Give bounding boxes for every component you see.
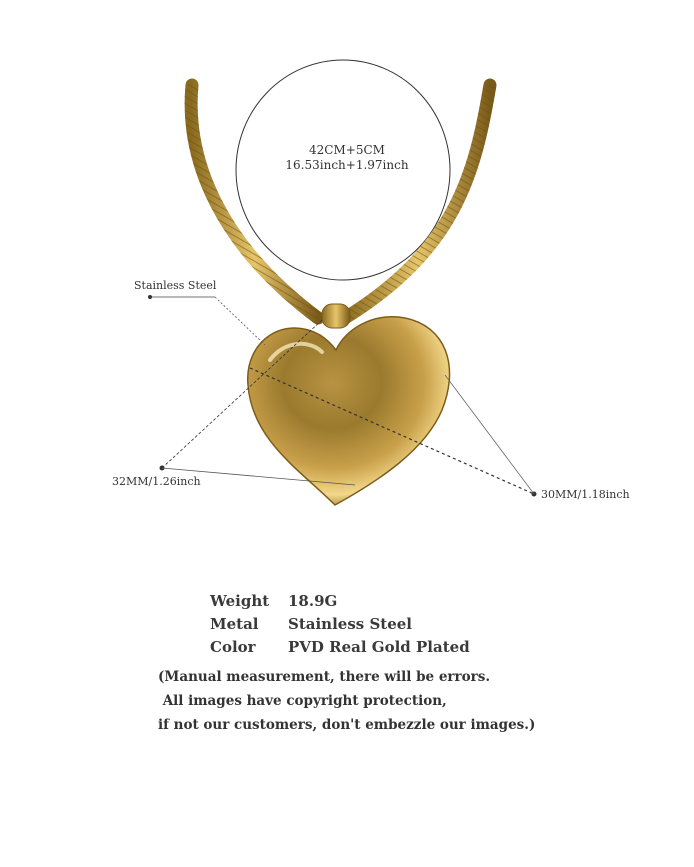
width-leader-side — [445, 375, 534, 494]
spec-value: PVD Real Gold Plated — [288, 638, 470, 656]
spec-key: Weight — [210, 592, 270, 610]
spec-row-color — [210, 636, 470, 659]
pendant-bail — [322, 304, 350, 328]
heart-pendant — [248, 317, 450, 505]
note-line: (Manual measurement, there will be errors. — [158, 669, 491, 685]
spec-table — [210, 590, 470, 659]
chain-right-texture — [345, 85, 490, 318]
material-leader — [215, 297, 265, 345]
spec-key: Metal — [210, 615, 259, 633]
length-label — [285, 143, 408, 173]
height-callout: 32MM/1.26inch — [112, 475, 201, 488]
note-line: if not our customers, don't embezzle our images.) — [158, 717, 536, 733]
width-callout: 30MM/1.18inch — [541, 488, 630, 501]
material-callout: Stainless Steel — [134, 279, 217, 292]
note-line: All images have copyright protection, — [158, 693, 447, 709]
spec-value: 18.9G — [288, 592, 338, 610]
chain-right — [345, 85, 490, 318]
spec-row-metal — [210, 613, 470, 636]
disclaimer-note — [158, 665, 535, 737]
length-cm: 42CM+5CM — [309, 143, 385, 157]
spec-value: Stainless Steel — [288, 615, 412, 633]
material-dot — [148, 295, 152, 299]
spec-row-weight — [210, 590, 470, 613]
length-inch: 16.53inch+1.97inch — [285, 158, 409, 172]
spec-key: Color — [210, 638, 256, 656]
